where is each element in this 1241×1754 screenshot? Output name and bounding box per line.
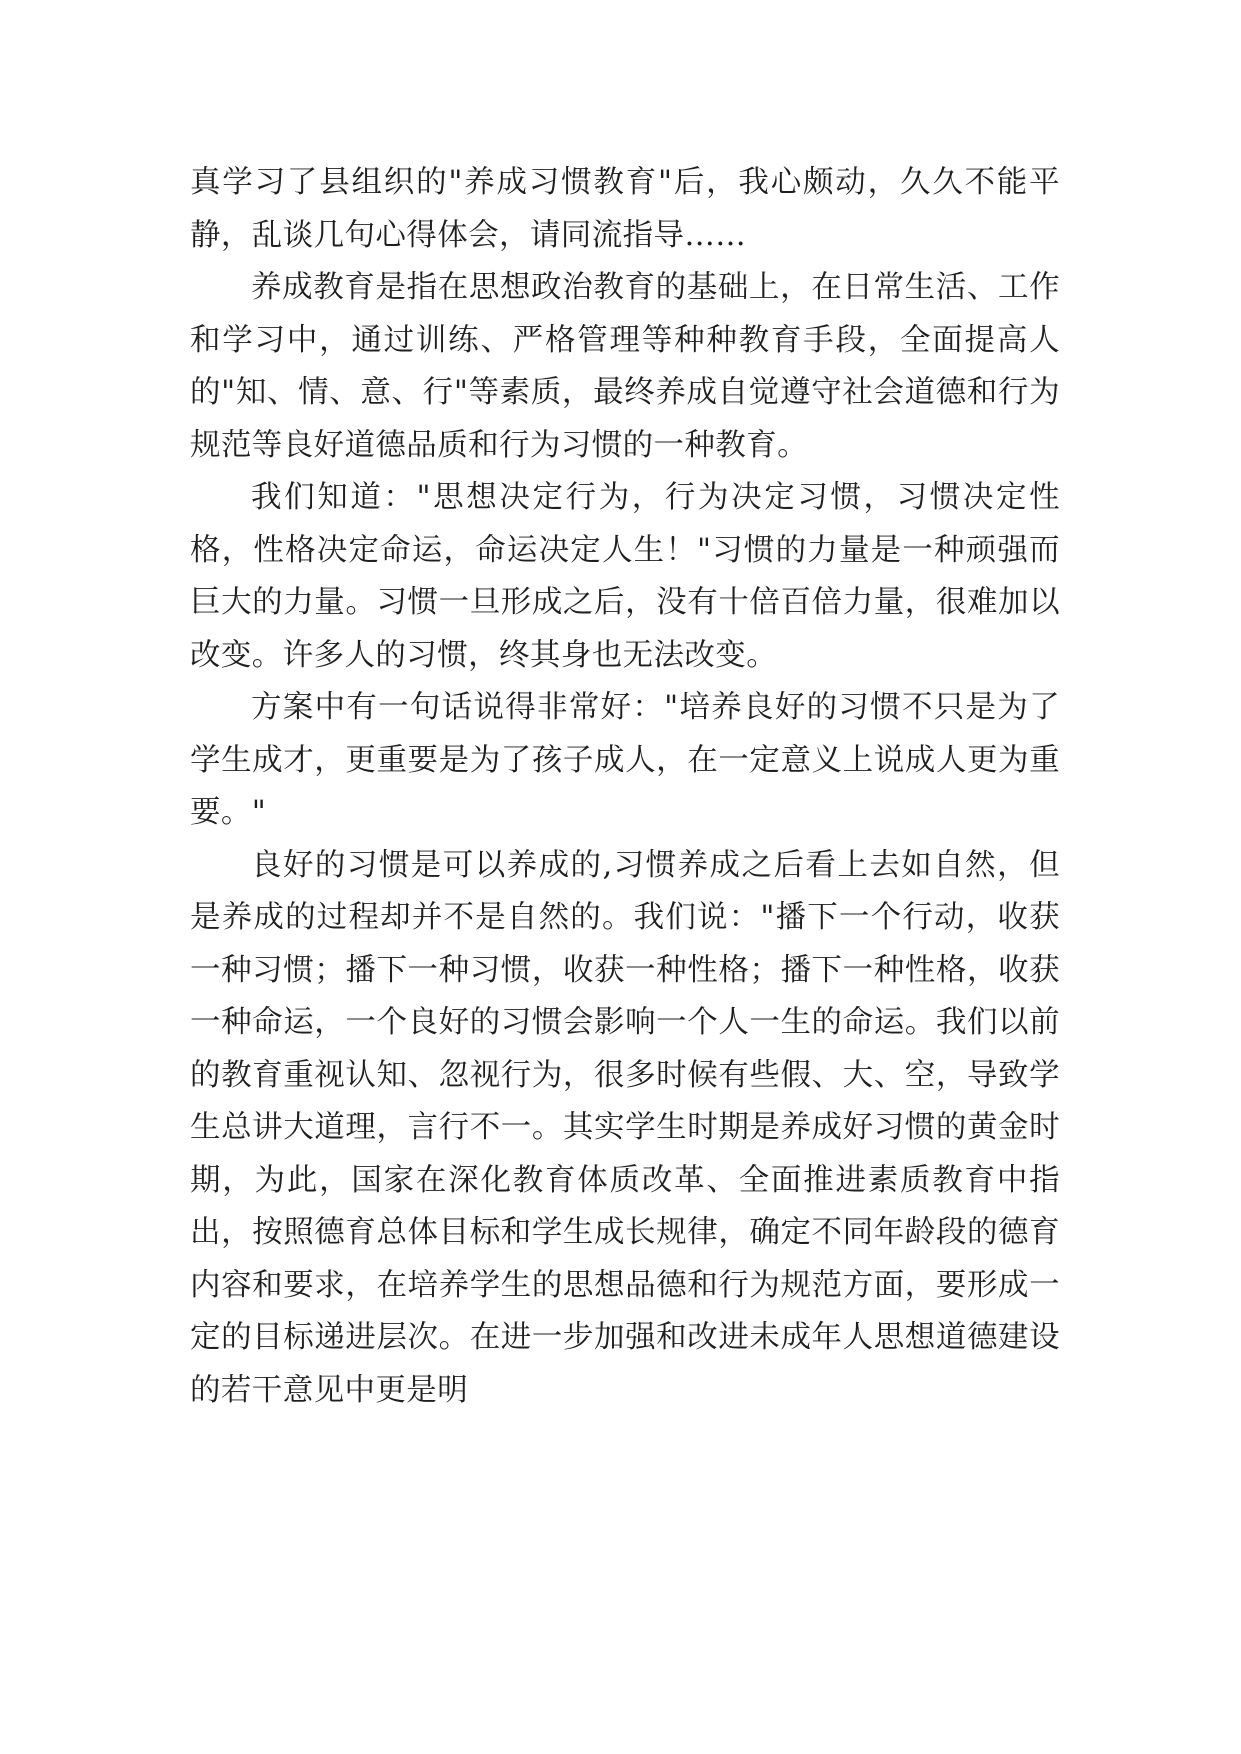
- paragraph-5: 良好的习惯是可以养成的,习惯养成之后看上去如自然，但是养成的过程却并不是自然的。我们说："播下一个行动，收获一种习惯；播下一种习惯，收获一种性格；播下一种性格，收获一种命运，一个良好的习惯会影响一个人一生的命运。我们以前的教育重视认知、忽视行为，很多时候有些假、大、空，导致学生总讲大道理，言行不一。其实学生时期是养成好习惯的黄金时期，为此，国家在深化教育体质改革、全面推进素质教育中指出，按照德育总体目标和学生成长规律，确定不同年龄段的德育内容和要求，在培养学生的思想品德和行为规范方面，要形成一定的目标递进层次。在进一步加强和改进未成年人思想道德建设的若干意见中更是明: [190, 847, 1060, 1408]
- paragraph-4: 方案中有一句话说得非常好："培养良好的习惯不只是为了学生成才，更重要是为了孩子成人，在一定意义上说成人更为重要。": [190, 690, 1060, 830]
- paragraph-1: 真学习了县组织的"养成习惯教育"后，我心颇动，久久不能平静，乱谈几句心得体会，请同流指导……: [190, 165, 1060, 253]
- document-body: [190, 157, 1060, 1417]
- paragraph-2: 养成教育是指在思想政治教育的基础上，在日常生活、工作和学习中，通过训练、严格管理等种种教育手段，全面提高人的"知、情、意、行"等素质，最终养成自觉遵守社会道德和行为规范等良好道德品质和行为习惯的一种教育。: [190, 270, 1060, 463]
- paragraph-3: 我们知道："思想决定行为，行为决定习惯，习惯决定性格，性格决定命运，命运决定人生！"习惯的力量是一种顽强而巨大的力量。习惯一旦形成之后，没有十倍百倍力量，很难加以改变。许多人的习惯，终其身也无法改变。: [190, 480, 1060, 673]
